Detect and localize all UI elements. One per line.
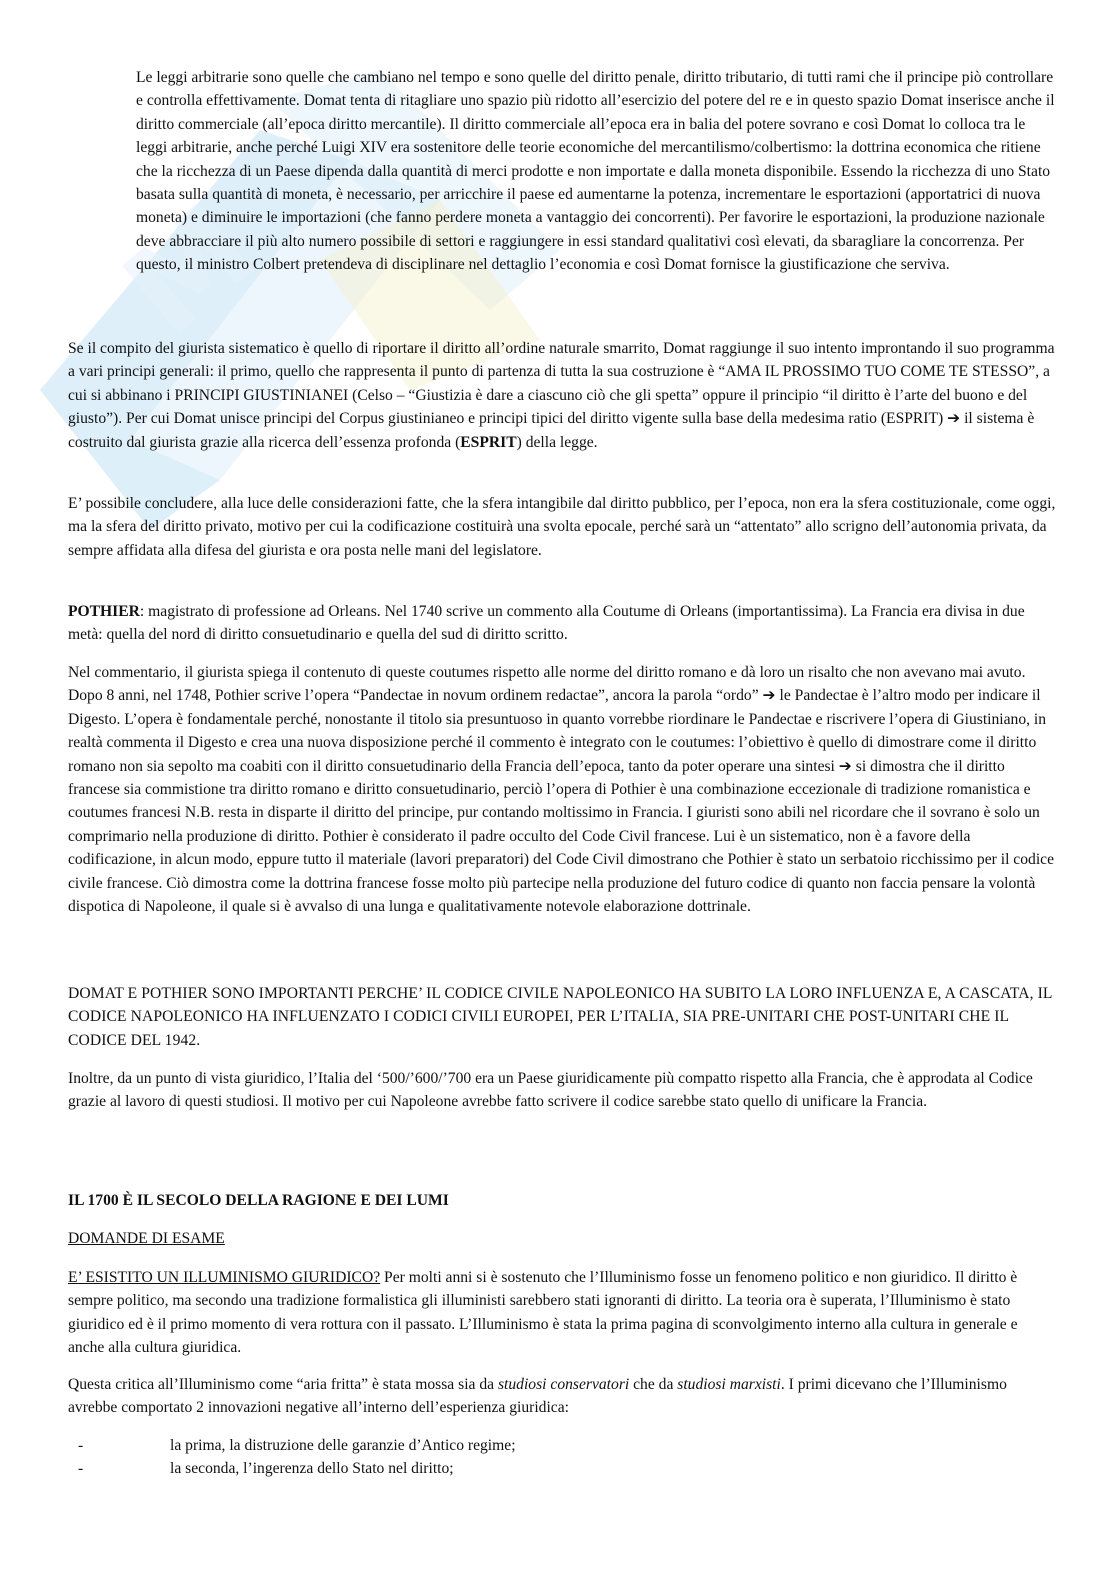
paragraph-sfera-intangibile: E’ possibile concludere, alla luce delle considerazioni fatte, che la sfera intangibile dal diritto pubblico, per l’epoca, non era la sfera costituzionale, come oggi, ma la sfera del diritto privato, motivo per cui la codificazione costituirà una svolta epocale, perché sarà un “attentato” allo scrigno dell’autonomia privata, da sempre affidata alla difesa del giurista e ora posta nelle mani del legislatore. <box>68 495 1056 559</box>
text-segment: Questa critica all’Illuminismo come “aria fritta” è stata mossa sia da <box>68 1376 498 1393</box>
italic-term: studiosi marxisti <box>677 1376 781 1393</box>
text-segment: . I primi dicevano che l’Illuminismo avrebbe comportato 2 innovazioni negative all’interno dell’esperienza giuridica: <box>68 1376 1007 1417</box>
italic-term: studiosi conservatori <box>497 1376 630 1393</box>
text-segment: Se il compito del giurista sistematico è quello di riportare il diritto all’ordine naturale smarrito, Domat raggiunge il suo intento improntando il suo programma a vari principi generali: il primo, quello che rappresenta il punto di partenza di tutta la sua costruzione è “AMA IL PROSSIMO TUO COME TE STESSO”, a cui si abbinano i PRINCIPI GIUSTINIANEI (Celso – “Giustizia è dare a ciascuno ciò che gli spetta” oppure il principio “il diritto è l’arte del buono e del giusto”). Per cui Domat unisce principi del Corpus giustinianeo e principi tipici del diritto vigente sulla base della medesima ratio (ESPRIT) <box>68 340 1055 428</box>
bold-term-esprit: ESPRIT <box>460 433 517 451</box>
paragraph-uppercase-note: DOMAT E POTHIER SONO IMPORTANTI PERCHE’ IL CODICE CIVILE NAPOLEONICO HA SUBITO LA LORO INFLUENZA E, A CASCATA, IL CODICE NAPOLEONICO HA INFLUENZATO I CODICI CIVILI EUROPEI, PER L’ITALIA, SIA PRE-UNITARI CHE POST-UNITARI CHE IL CODICE DEL 1942. <box>68 985 1052 1049</box>
paragraph-domat-principi <box>68 337 1056 454</box>
text-segment: Per molti anni si è sostenuto che l’Illuminismo fosse un fenomeno politico e non giuridico. Il diritto è sempre politico, ma secondo una tradizione formalistica gli illuministi sarebbero stati ignoranti di diritto. La teoria ora è superata, l’Illuminismo è stato giuridico ed è il primo momento di vera rottura con il passato. L’Illuminismo è stata la prima pagina di sconvolgimento interno alla cultura in generale e anche alla cultura giuridica. <box>68 1269 1018 1357</box>
list-item-text: la seconda, l’ingerenza dello Stato nel diritto; <box>170 1460 454 1477</box>
text-segment: che da <box>629 1376 678 1393</box>
arrow-right-icon: ➔ <box>947 410 961 428</box>
section-subheading <box>68 1227 1056 1250</box>
heading-text: IL 1700 È IL SECOLO DELLA RAGIONE E DEI LUMI <box>68 1192 449 1209</box>
text-segment: il sistema è costruito dal giurista grazie alla ricerca dell’essenza profonda ( <box>68 410 1035 451</box>
paragraph-critica-illuminismo <box>68 1373 1056 1420</box>
svg-text:M: M <box>99 178 281 363</box>
list-dash: - <box>78 1437 84 1454</box>
list-dash: - <box>78 1460 84 1477</box>
arrow-right-icon: ➔ <box>762 687 776 705</box>
list-item-text: la prima, la distruzione delle garanzie d’Antico regime; <box>170 1437 516 1454</box>
paragraph-domat-leggi-arbitrarie: Le leggi arbitrarie sono quelle che cambiano nel tempo e sono quelle del diritto penale, diritto tributario, di tutti rami che il principe piò controllare e controlla effettivamente. Domat tenta di ritagliare uno spazio più ridotto all’esercizio del potere del re e in questo spazio Domat inserisce anche il diritto commerciale (all’epoca diritto mercantile). Il diritto commerciale all’epoca era in balia del potere sovrano e così Domat lo colloca tra le leggi arbitrarie, anche perché Luigi XIV era sostenitore delle teorie economiche del mercantilismo/colbertismo: la dottrina economica che ritiene che la ricchezza di un Paese dipenda dalla quantità di merci prodotte e non importate e dalla moneta disponibile. Essendo la ricchezza di uno Stato basata sulla quantità di moneta, è necessario, per arricchire il paese ed aumentarne la potenza, incrementare le esportazioni (apportatrici di nuova moneta) e diminuire le importazioni (che fanno perdere moneta a vantaggio dei concorrenti). Per favorire le esportazioni, la produzione nazionale deve abbracciare il più alto numero possibile di settori e raggiungere in essi standard qualitativi così elevati, da sbaragliare la concorrenza. Per questo, il ministro Colbert pretendeva di disciplinare nel dettaglio l’economia e così Domat fornisce la giustificazione che serviva. <box>136 69 1055 274</box>
bold-term-pothier: POTHIER <box>68 603 140 620</box>
text-segment: : magistrato di professione ad Orleans. Nel 1740 scrive un commento alla Coutume di Orleans (importantissima). La Francia era divisa in due metà: quella del nord di diritto consuetudinario e quella del sud di diritto scritto. <box>68 603 1025 644</box>
text-segment: si dimostra che il diritto francese sia commistione tra diritto romano e diritto consuetudinario, perciò l’opera di Pothier è una combinazione eccezionale di tradizione romanistica e coutumes francesi N.B. resta in disparte il diritto del principe, pur contando moltissimo in Francia. I giuristi sono abili nel ricordare che il sovrano è solo un comprimario nella produzione di diritto. Pothier è considerato il padre occulto del Code Civil francese. Lui è un sistematico, non è a favore della codificazione, in alcun modo, eppure tutto il materiale (lavori preparatori) del Code Civil dimostrano che Pothier è stato un serbatoio ricchissimo per il codice civile francese. Ciò dimostra come la dottrina francese fosse molto più partecipe nella produzione del futuro codice di quanto non faccia pensare la volontà dispotica di Napoleone, il quale si è avvalso di una lunga e qualitativamente notevole elaborazione dottrinale. <box>68 757 1055 916</box>
text-segment: Nel commentario, il giurista spiega il contenuto di queste coutumes rispetto alle norme del diritto romano e dà loro un risalto che non avevano mai avuto. Dopo 8 anni, nel 1748, Pothier scrive l’opera “Pandectae in novum ordinem redactae”, ancora la parola “ordo” <box>68 664 1026 705</box>
arrow-right-icon: ➔ <box>838 757 852 775</box>
paragraph-pothier-intro <box>68 600 1056 647</box>
text-segment: ) della legge. <box>516 433 598 451</box>
subheading-text: DOMANDE DI ESAME <box>68 1230 225 1247</box>
paragraph-pothier-commentario <box>68 661 1056 918</box>
section-heading <box>68 1189 1056 1212</box>
exam-question: E’ ESISTITO UN ILLUMINISMO GIURIDICO? <box>68 1269 381 1286</box>
paragraph-italia-compatta: Inoltre, da un punto di vista giuridico, l’Italia del ‘500/’600/’700 era un Paese giuridicamente più compatto rispetto alla Francia, che è approdata al Codice grazie al lavoro di questi studiosi. Il motivo per cui Napoleone avrebbe fatto scrivere il codice sarebbe stato quello di unificare la Francia. <box>68 1070 1033 1111</box>
text-segment: le Pandectae è l’altro modo per indicare il Digesto. L’opera è fondamentale perché, nonostante il titolo sia presuntuoso in quanto vorrebbe riordinare le Pandectae e riscrivere l’opera di Giustiniano, in realtà commenta il Digesto e crea una nuova disposizione perché il commento è integrato con le coutumes: l’obiettivo è quello di dimostrare come il diritto romano non sia sepolto ma coabiti con il diritto consuetudinario della Francia dell’epoca, tanto da poter operare una sintesi <box>68 687 1047 775</box>
paragraph-illuminismo-giuridico <box>68 1266 1056 1360</box>
